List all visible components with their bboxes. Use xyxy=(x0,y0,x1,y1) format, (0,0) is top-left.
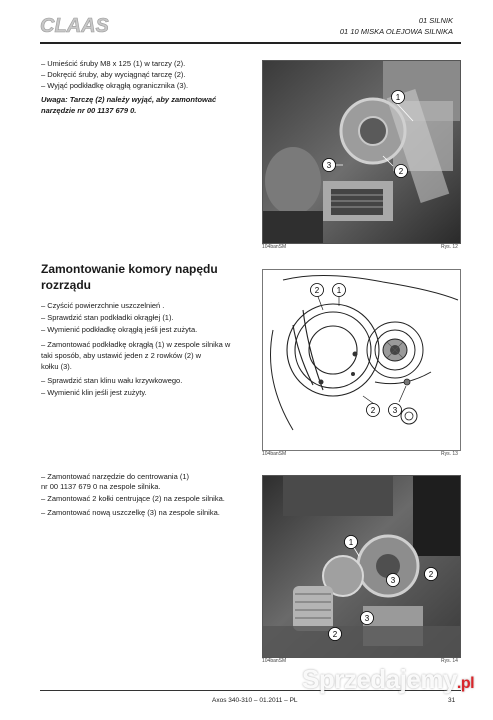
header-rule xyxy=(40,42,461,44)
callout xyxy=(361,612,374,625)
callout-number: 2 xyxy=(332,630,338,639)
figure-label: Rys. 14 xyxy=(441,658,458,664)
instruction-line: – Umieścić śruby M8 x 125 (1) w tarczy (2). xyxy=(41,59,186,68)
callout-number: 3 xyxy=(364,614,370,623)
claas-logo-graphic xyxy=(40,14,120,36)
callout-number: 2 xyxy=(370,406,376,415)
figure-code: 104banSM xyxy=(262,658,287,664)
section-heading: rozrządu xyxy=(41,278,92,292)
instruction-line: – Sprawdzić stan klinu wału krzywkowego. xyxy=(41,376,183,385)
callout xyxy=(387,574,400,587)
instruction-line: – Zamontować nową uszczelkę (3) na zespole silnika. xyxy=(41,508,220,517)
instruction-line: – Zamontować 2 kołki centrujące (2) na zespole silnika. xyxy=(41,494,225,503)
figure-code: 104banSM xyxy=(262,244,287,250)
watermark-suffix: .pl xyxy=(456,675,475,692)
instruction-line: – Czyścić powierzchnie uszczelnień . xyxy=(41,301,165,310)
watermark xyxy=(302,664,474,695)
instruction-line: – Zamontować podkładkę okrągłą (1) w zespole silnika w xyxy=(41,340,231,349)
callout-number: 1 xyxy=(348,538,354,547)
callout-number: 3 xyxy=(390,576,396,585)
callout xyxy=(323,159,336,172)
engine-photo-fig14 xyxy=(262,475,461,658)
callout-number: 3 xyxy=(392,406,398,415)
callout-number: 2 xyxy=(398,167,404,176)
brand-text: CLAAS xyxy=(40,15,109,36)
note-line: narzędzie nr 00 1137 679 0. xyxy=(41,106,137,115)
callout xyxy=(389,404,402,417)
fig14-image xyxy=(263,476,460,657)
claas-logo xyxy=(40,14,120,36)
seal-drawing-fig13 xyxy=(262,269,461,451)
callout xyxy=(333,284,346,297)
page-number: 31 xyxy=(448,697,456,704)
callout xyxy=(395,165,408,178)
callout-number: 2 xyxy=(428,570,434,579)
callout xyxy=(345,536,358,549)
instruction-line: – Wymienić klin jeśli jest zużyty. xyxy=(41,388,147,397)
section-title: 01 SILNIK xyxy=(418,16,453,25)
callout xyxy=(311,284,324,297)
fig13-drawing xyxy=(263,270,460,450)
callout xyxy=(425,568,438,581)
fig12-image xyxy=(263,61,460,243)
callout-number: 3 xyxy=(326,161,332,170)
callout-number: 2 xyxy=(314,286,320,295)
callout-number: 1 xyxy=(395,93,401,102)
figure-label: Rys. 13 xyxy=(441,451,458,457)
figure-label: Rys. 12 xyxy=(441,244,458,250)
callout-number: 1 xyxy=(336,286,342,295)
callout xyxy=(329,628,342,641)
footer-doc-id: Axos 340-310 – 01.2011 – PL xyxy=(212,697,298,704)
figure-code: 104banSM xyxy=(262,451,287,457)
engine-photo-fig12 xyxy=(262,60,461,244)
instruction-line: – Dokręcić śruby, aby wyciągnąć tarczę (2). xyxy=(41,70,186,79)
instruction-line: nr 00 1137 679 0 na zespole silnika. xyxy=(41,482,161,491)
instruction-line: taki sposób, aby ustawić jeden z 2 rowków (2) w xyxy=(41,351,202,360)
callout xyxy=(367,404,380,417)
note-line: Uwaga: Tarczę (2) należy wyjąć, aby zamontować xyxy=(41,95,217,104)
instruction-line: kołku (3). xyxy=(41,362,72,371)
instruction-line: – Sprawdzić stan podkładki okrągłej (1). xyxy=(41,313,174,322)
subsection-title: 01 10 MISKA OLEJOWA SILNIKA xyxy=(339,27,453,36)
section-heading: Zamontowanie komory napędu xyxy=(41,262,218,276)
instruction-line: – Wymienić podkładkę okrągłą jeśli jest zużyta. xyxy=(41,325,198,334)
instruction-line: – Wyjąć podkładkę okrągłą ogranicznika (3). xyxy=(41,81,189,90)
callout xyxy=(392,91,405,104)
watermark-text: Sprzedajemy xyxy=(302,664,457,694)
instruction-line: – Zamontować narzędzie do centrowania (1) xyxy=(41,472,189,481)
